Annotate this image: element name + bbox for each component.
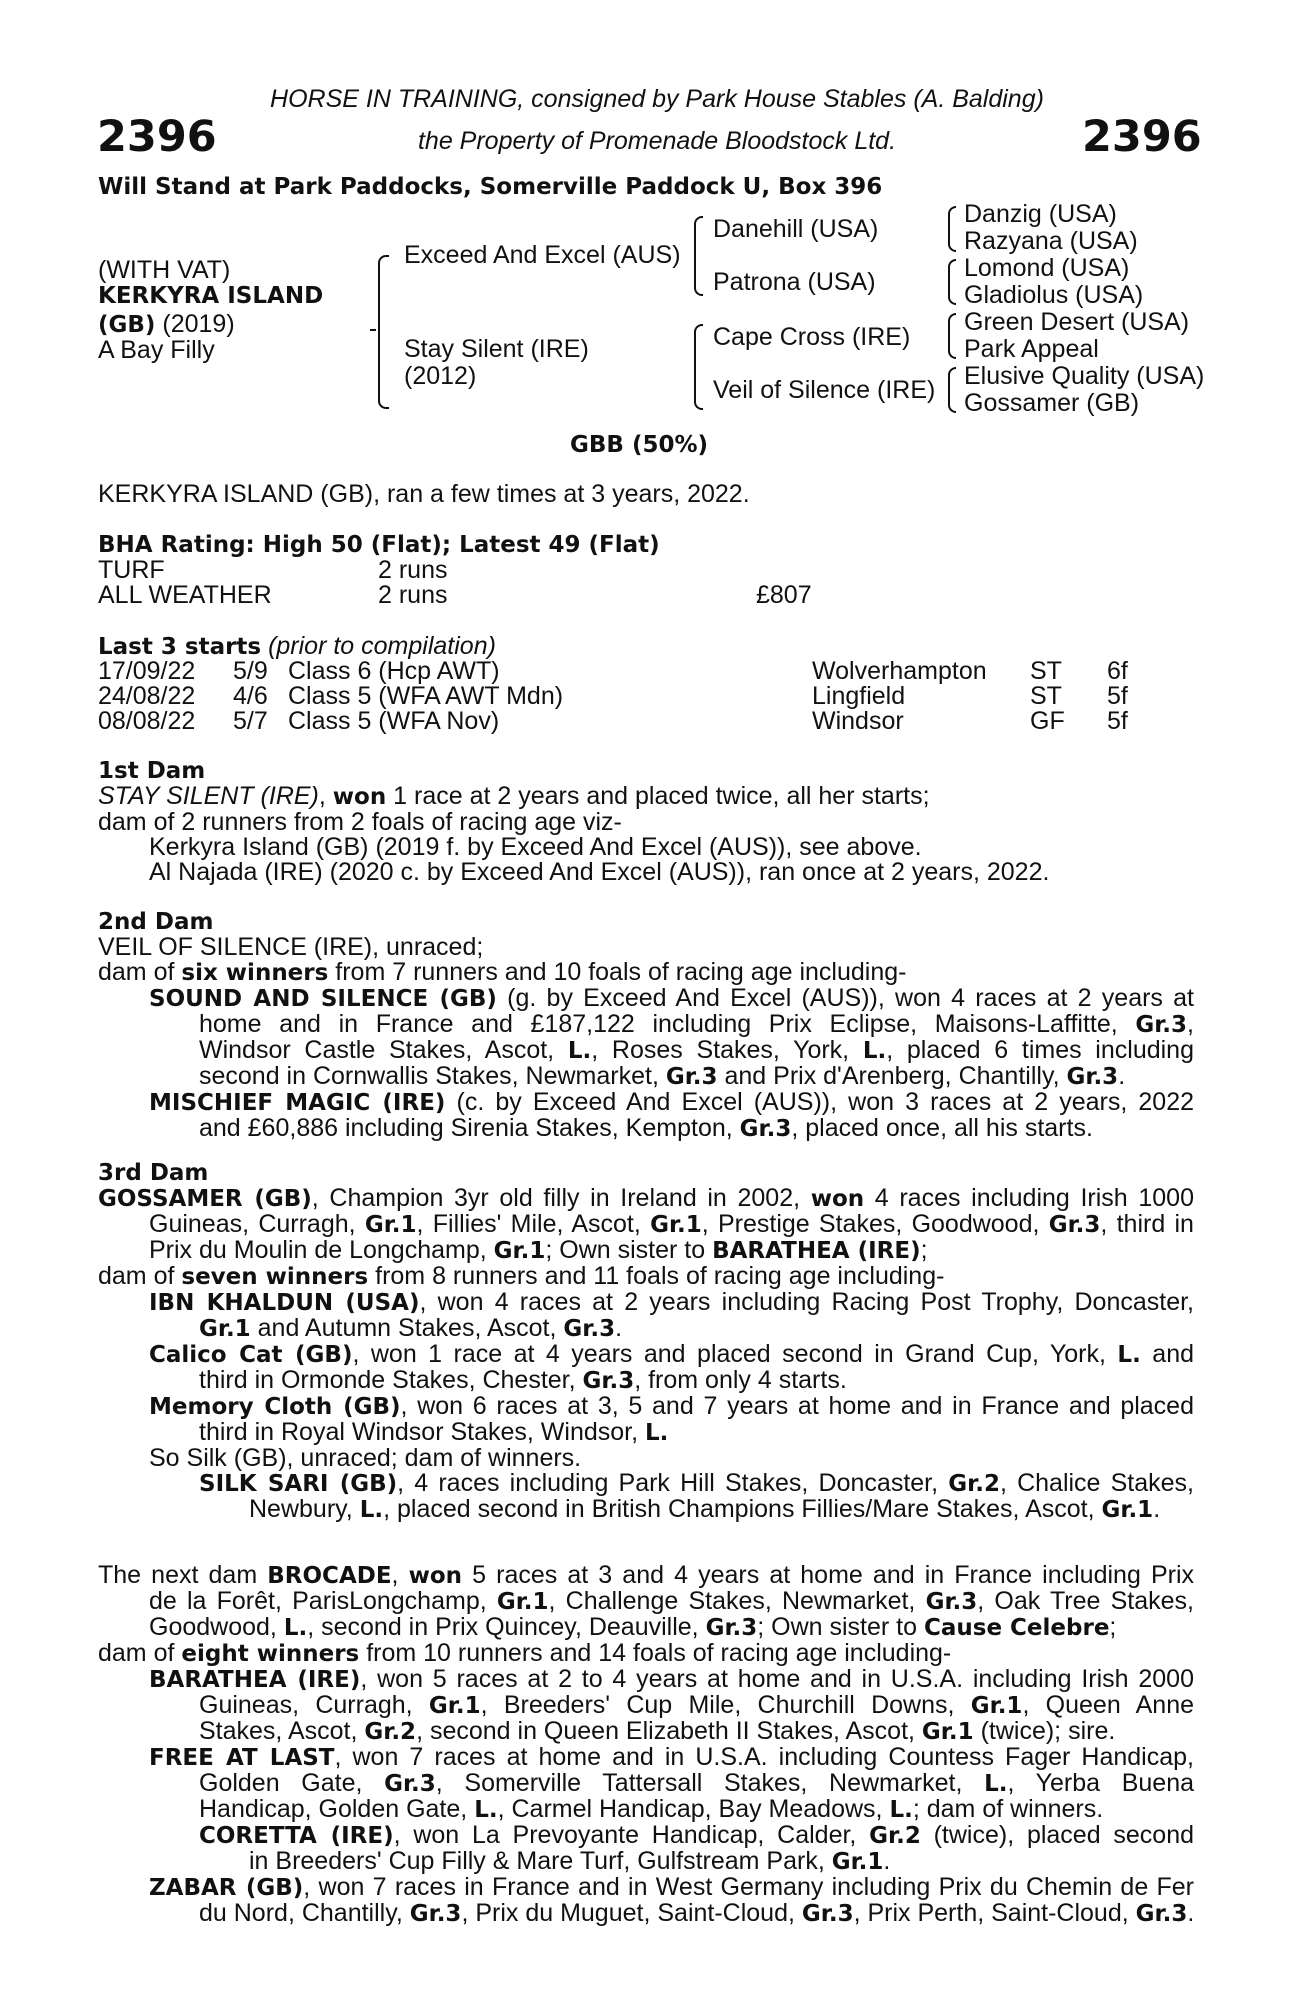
location-line: Will Stand at Park Paddocks, Somerville Paddock U, Box 396 <box>98 174 883 200</box>
start-distance: 5f <box>1107 682 1128 710</box>
start-going: ST <box>1030 682 1062 710</box>
produce-record: So Silk (GB), unraced; dam of winners. <box>149 1444 582 1472</box>
produce-record: Calico Cat (GB), won 1 race at 4 years and placed second in Grand Cup, York, L. and <box>149 1340 1195 1368</box>
inbreeding-note: GBB (50%) <box>570 432 709 458</box>
pedigree-ddd: Gossamer (GB) <box>964 389 1140 417</box>
start-distance: 5f <box>1107 707 1128 735</box>
start-date: 17/09/22 <box>98 657 196 685</box>
pedigree-ds: Cape Cross (IRE) <box>713 323 911 351</box>
pedigree-brace-tip <box>370 329 376 331</box>
horse-description: A Bay Filly <box>98 336 215 364</box>
consignment-line: HORSE IN TRAINING, consigned by Park House Stables (A. Balding) <box>270 85 1044 113</box>
pedigree-brace <box>948 259 956 305</box>
pedigree-sss: Danzig (USA) <box>964 200 1117 228</box>
pedigree-dsd: Park Appeal <box>964 335 1099 363</box>
start-position: 5/7 <box>233 707 268 735</box>
lot-number-left: 2396 <box>97 112 217 162</box>
rating-earnings: £807 <box>756 581 812 609</box>
next-dam-name: BROCADE <box>267 1563 392 1589</box>
start-position: 5/9 <box>233 657 268 685</box>
race-summary: KERKYRA ISLAND (GB), ran a few times at 3 years, 2022. <box>98 480 750 508</box>
pedigree-dss: Green Desert (USA) <box>964 308 1190 336</box>
start-course: Wolverhampton <box>812 657 987 685</box>
third-dam-heading: 3rd Dam <box>98 1160 209 1186</box>
first-dam-section: 1st Dam STAY SILENT (IRE), won 1 race at 2 years and placed twice, all her starts; dam of 2 runners from 2 foals of racing age viz- Kerkyra Island (GB) (2019 f. by Exceed And Excel (AUS)), see above. Al Najada (IRE) (2020 c. by Exceed And Excel (AUS)), ran once at 2 years, 2022. <box>98 759 1194 885</box>
horse-year: (2019) <box>162 310 235 338</box>
first-dam-name: STAY SILENT (IRE) <box>98 782 319 810</box>
pedigree-sdd: Gladiolus (USA) <box>964 281 1144 309</box>
produce-record: Memory Cloth (GB), won 6 races at 3, 5 and 7 years at home and in France and placed <box>149 1392 1194 1420</box>
third-dam-name: GOSSAMER (GB) <box>98 1186 312 1212</box>
start-date: 24/08/22 <box>98 682 196 710</box>
produce-record: IBN KHALDUN (USA), won 4 races at 2 years including Racing Post Trophy, Doncaster, <box>149 1288 1194 1316</box>
pedigree-sds: Lomond (USA) <box>964 254 1130 282</box>
start-going: GF <box>1030 707 1065 735</box>
second-dam-heading: 2nd Dam <box>98 909 214 935</box>
rating-runs: 2 runs <box>378 556 448 584</box>
rating-runs: 2 runs <box>378 581 448 609</box>
starts-note: (prior to compilation) <box>268 632 496 660</box>
pedigree-brace <box>694 216 703 296</box>
start-distance: 6f <box>1107 657 1128 685</box>
pedigree-dds: Elusive Quality (USA) <box>964 362 1205 390</box>
pedigree-brace <box>948 206 956 252</box>
pedigree-ss: Danehill (USA) <box>713 215 879 243</box>
horse-origin-year <box>98 312 235 338</box>
pedigree-sd: Patrona (USA) <box>713 268 876 296</box>
pedigree-ssd: Razyana (USA) <box>964 227 1138 255</box>
pedigree-brace <box>948 367 956 413</box>
rating-surface: TURF <box>98 556 165 584</box>
start-race: Class 5 (WFA Nov) <box>288 707 500 735</box>
next-dam-section: The next dam BROCADE, won 5 races at 3 and 4 years at home and in France including Prix de la Forêt, ParisLongchamp, Gr.1, Challenge Stakes, Newmarket, Gr.3, Oak Tree Stakes, Goodwood, L., second in Prix Quincey, Deauville, Gr.3; Own sister to Cause Celebre; dam of eight winners from 10 runners and 14 foals of racing age including- BARATHEA (IRE), won 5 races at 2 to 4 years at home and in U.S.A. including Irish 2000 Guineas, Curragh, Gr.1, Breeders' Cup Mile, Churchill Downs, Gr.1, Queen Anne Stakes, Ascot, Gr.2, second in Queen Elizabeth II Stakes, Ascot, Gr.1 (twice); sire. FREE AT LAST, won 7 races at home and in U.S.A. including Countess Fager Handicap, Golden Gate, Gr.3, Somerville Tattersall Stakes, Newmarket, L., Yerba Buena Handicap, Golden Gate, L., Carmel Handicap, Bay Meadows, L.; dam of winners. CORETTA (IRE), won La Prevoyante Handicap, Calder, Gr.2 (twice), placed second in Breeders' Cup Filly & Mare Turf, Gulfstream Park, Gr.1. ZABAR (GB), won 7 races in France and in West Germany including Prix du Chemin de Fer du Nord, Chantilly, Gr.3, Prix du Muguet, Saint-Cloud, Gr.3, Prix Perth, Saint-Cloud, Gr.3. <box>98 1561 1195 1927</box>
pedigree-sire: Exceed And Excel (AUS) <box>404 241 681 269</box>
start-position: 4/6 <box>233 682 268 710</box>
start-course: Windsor <box>812 707 904 735</box>
produce-record: Al Najada (IRE) (2020 c. by Exceed And Excel (AUS)), ran once at 2 years, 2022. <box>149 858 1050 886</box>
horse-name: KERKYRA ISLAND <box>98 283 324 309</box>
start-course: Lingfield <box>812 682 906 710</box>
third-dam-section: 3rd Dam GOSSAMER (GB), Champion 3yr old filly in Ireland in 2002, won 4 races including Irish 1000 Guineas, Curragh, Gr.1, Fillies' Mile, Ascot, Gr.1, Prestige Stakes, Goodwood, Gr.3, third in Prix du Moulin de Longchamp, Gr.1; Own sister to BARATHEA (IRE); dam of seven winners from 8 runners and 11 foals of racing age including- IBN KHALDUN (USA), won 4 races at 2 years including Racing Post Trophy, Doncaster, Gr.1 and Autumn Stakes, Ascot, Gr.3. Calico Cat (GB), won 1 race at 4 years and placed second in Grand Cup, York, L. and third in Ormonde Stakes, Chester, Gr.3, from only 4 starts. Memory Cloth (GB), won 6 races at 3, 5 and 7 years at home and in France and placed third in Royal Windsor Stakes, Windsor, L. So Silk (GB), unraced; dam of winners. SILK SARI (GB), 4 races including Park Hill Stakes, Doncaster, Gr.2, Chalice Stakes, Newbury, L., placed second in British Champions Fillies/Mare Stakes, Ascot, Gr.1. <box>98 1160 1195 1523</box>
produce-record: CORETTA (IRE), won La Prevoyante Handicap, Calder, Gr.2 (twice), placed second <box>199 1821 1194 1849</box>
produce-record: SOUND AND SILENCE (GB) (g. by Exceed And Excel (AUS)), won 4 races at 2 years at <box>149 984 1195 1012</box>
produce-record: BARATHEA (IRE), won 5 races at 2 to 4 years at home and in U.S.A. including Irish 2000 <box>149 1665 1194 1693</box>
start-going: ST <box>1030 657 1062 685</box>
second-dam-section: 2nd Dam VEIL OF SILENCE (IRE), unraced; dam of six winners from 7 runners and 10 foals of racing age including- SOUND AND SILENCE (GB) (g. by Exceed And Excel (AUS)), won 4 races at 2 years at home and in France and £187,122 including Prix Eclipse, Maisons-Laffitte, Gr.3, Windsor Castle Stakes, Ascot, L., Roses Stakes, York, L., placed 6 times including second in Cornwallis Stakes, Newmarket, Gr.3 and Prix d'Arenberg, Chantilly, Gr.3. MISCHIEF MAGIC (IRE) (c. by Exceed And Excel (AUS)), won 3 races at 2 years, 2022 and £60,886 including Sirenia Stakes, Kempton, Gr.3, placed once, all his starts. <box>98 909 1195 1142</box>
produce-record: MISCHIEF MAGIC (IRE) (c. by Exceed And Excel (AUS)), won 3 races at 2 years, 2022 <box>149 1088 1194 1116</box>
pedigree-dd: Veil of Silence (IRE) <box>713 376 936 404</box>
produce-record: FREE AT LAST, won 7 races at home and in U.S.A. including Countess Fager Handicap, <box>149 1743 1194 1771</box>
produce-record: ZABAR (GB), won 7 races in France and in West Germany including Prix du Chemin de Fer <box>149 1873 1194 1901</box>
second-dam-name: VEIL OF SILENCE (IRE), unraced; <box>98 933 484 961</box>
pedigree-dam-year: (2012) <box>404 362 477 390</box>
horse-origin: (GB) <box>98 312 156 338</box>
starts-title: Last 3 starts <box>98 634 262 660</box>
start-race: Class 6 (Hcp AWT) <box>288 657 500 685</box>
produce-record: SILK SARI (GB), 4 races including Park Hill Stakes, Doncaster, Gr.2, Chalice Stakes, <box>199 1469 1195 1497</box>
pedigree-brace <box>378 255 389 409</box>
pedigree-brace <box>694 324 703 410</box>
first-dam-heading: 1st Dam <box>98 758 206 784</box>
rating-title: BHA Rating: High 50 (Flat); Latest 49 (Flat) <box>98 532 660 558</box>
rating-surface: ALL WEATHER <box>98 581 272 609</box>
start-date: 08/08/22 <box>98 707 196 735</box>
produce-record: Kerkyra Island (GB) (2019 f. by Exceed And Excel (AUS)), see above. <box>149 833 922 861</box>
vat-note: (WITH VAT) <box>98 256 231 284</box>
start-race: Class 5 (WFA AWT Mdn) <box>288 682 564 710</box>
lot-number-right: 2396 <box>1082 112 1202 162</box>
pedigree-dam: Stay Silent (IRE) <box>404 335 589 363</box>
pedigree-brace <box>948 313 956 359</box>
property-line: the Property of Promenade Bloodstock Ltd. <box>417 127 897 155</box>
